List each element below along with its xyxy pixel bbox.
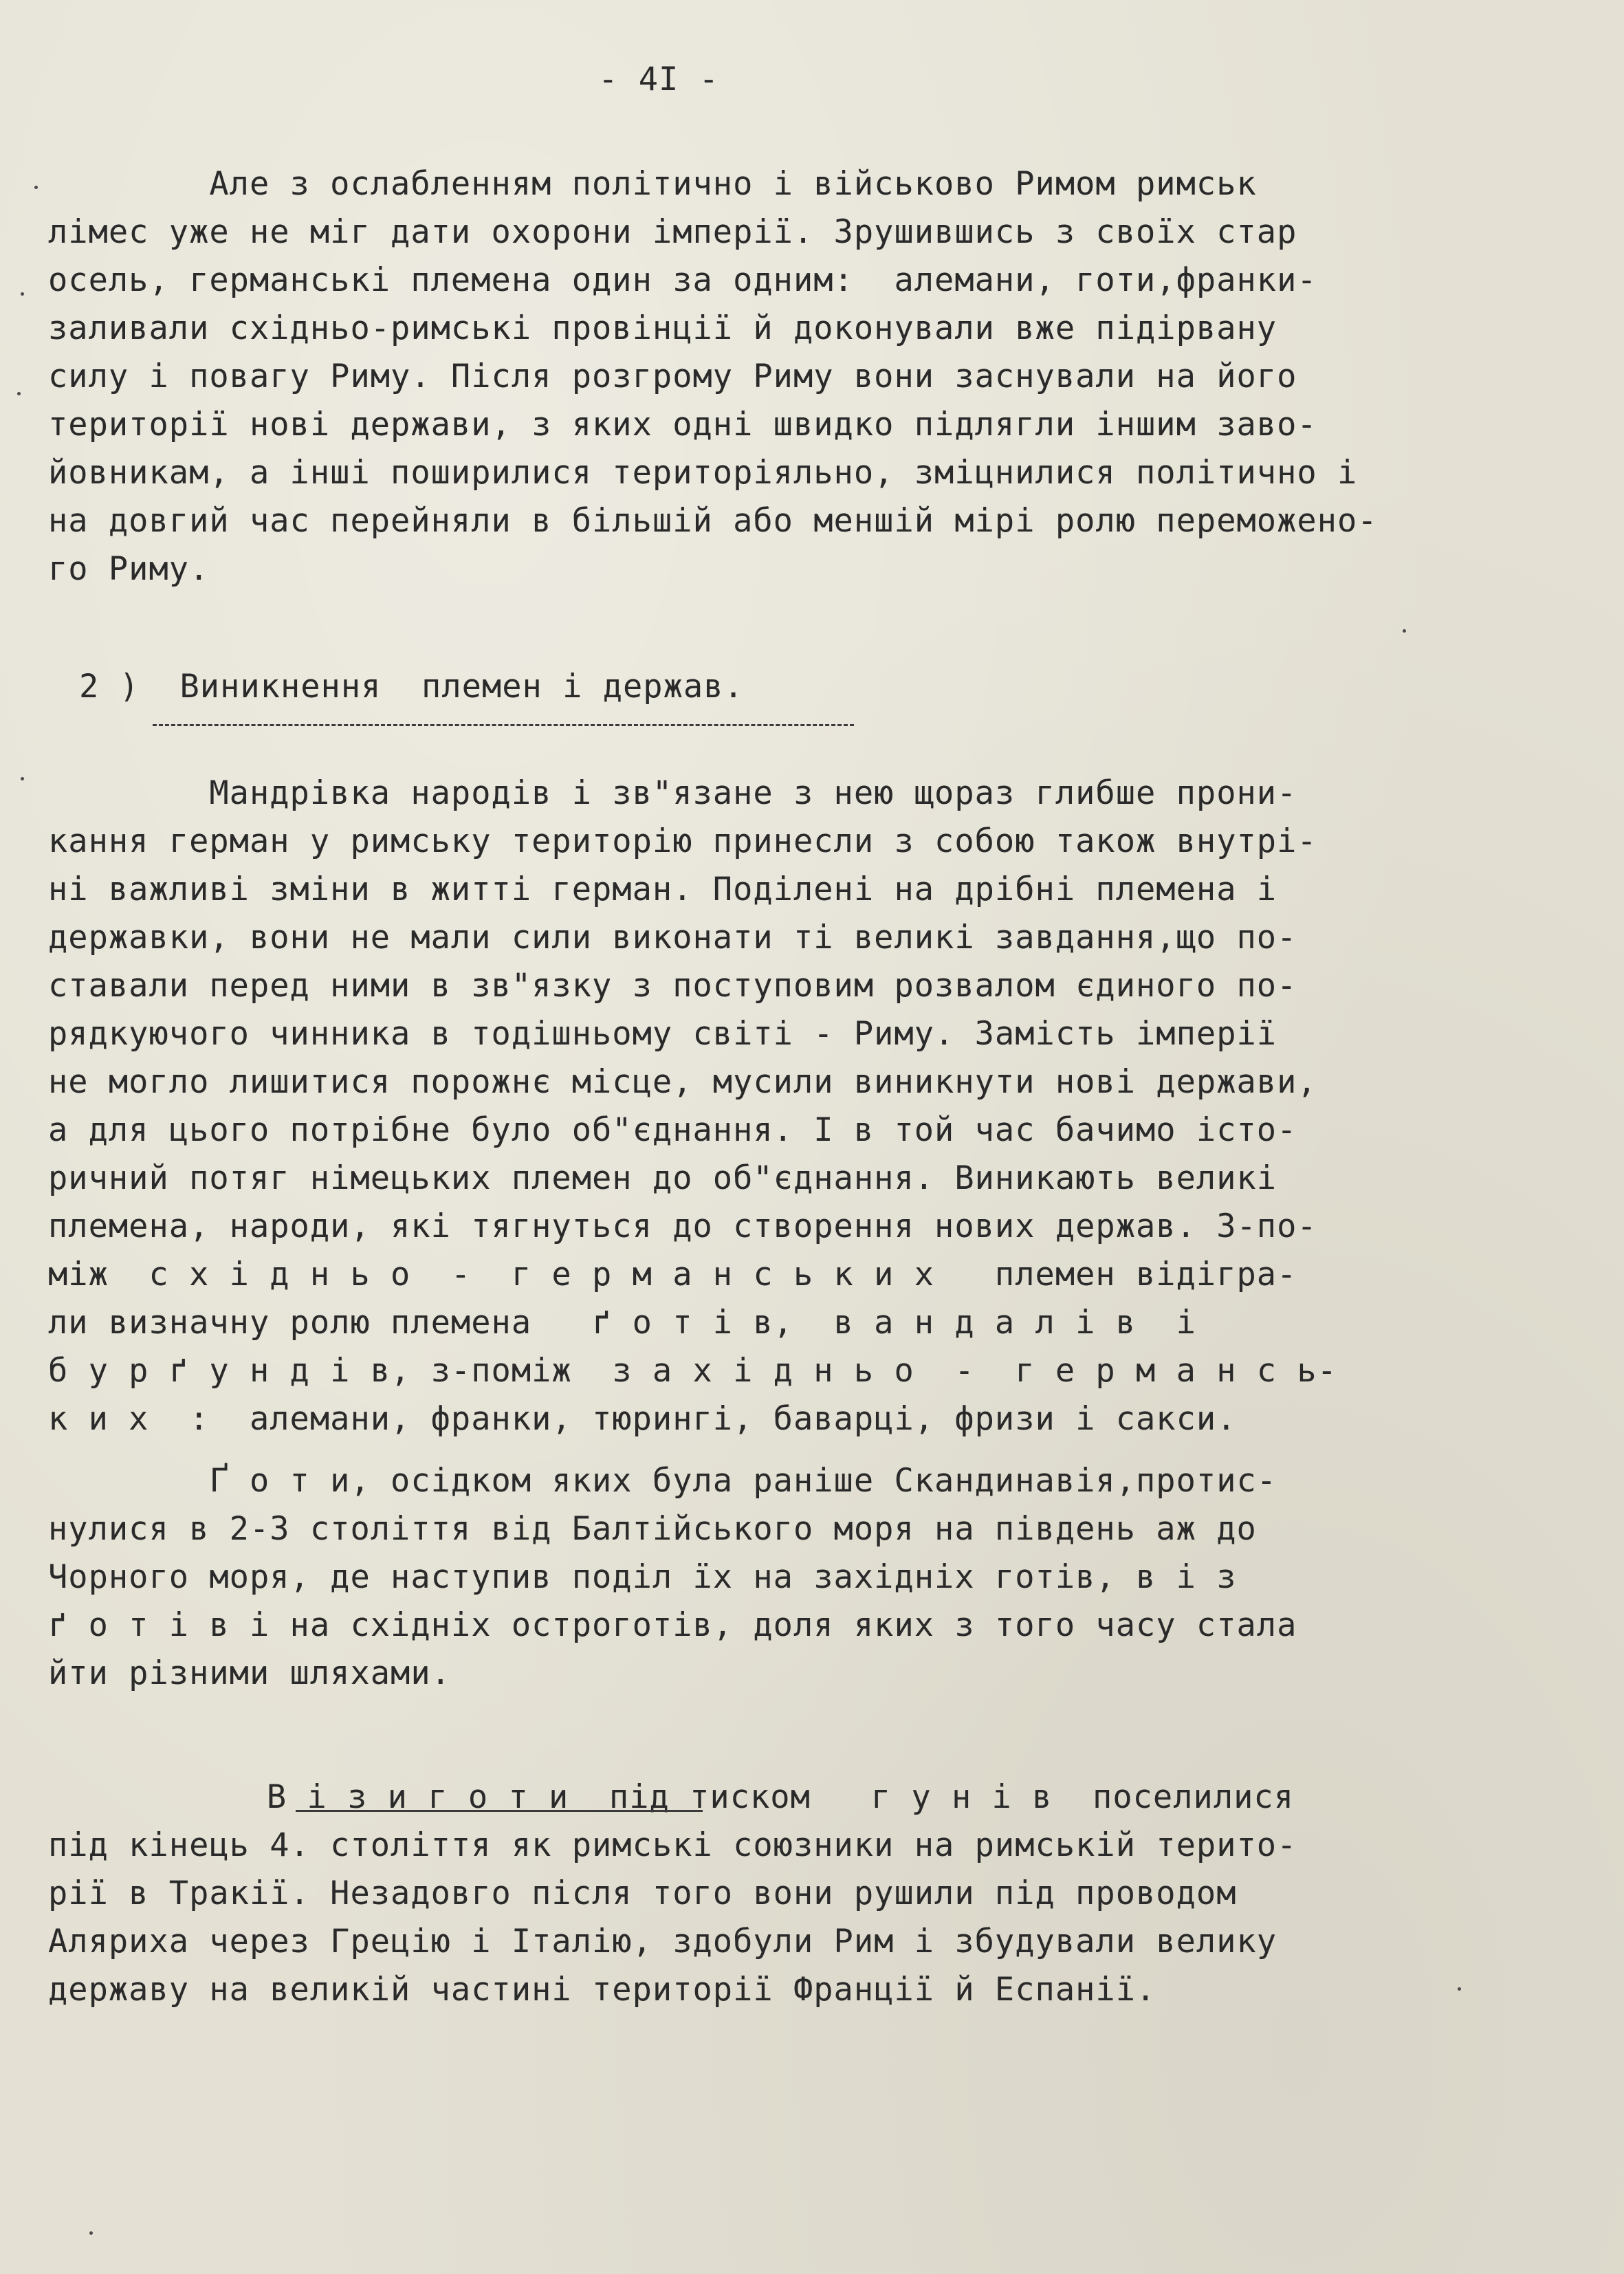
text-line: ставали перед ними в зв"язку з поступовим розвалом єдиного по- — [48, 967, 1297, 1005]
text-line: території нові держави, з яких одні швидко підлягли іншим заво- — [48, 406, 1317, 444]
text-line: ли визначну ролю племена ґ о т і в, в а н д а л і в і — [48, 1304, 1196, 1342]
section-heading: 2 ) Виникнення племен і держав. — [79, 668, 744, 706]
text-line: не могло лишитися порожнє місце, мусили виникнути нові держави, — [48, 1063, 1317, 1101]
text-line: кання герман у римську територію принесли з собою також внутрі- — [48, 822, 1317, 860]
visigoths-underline — [296, 1810, 703, 1812]
text-line: державки, вони не мали сили виконати ті великі завдання,що по- — [48, 919, 1297, 956]
text-line: державу на великій частині території Франції й Еспанії. — [48, 1971, 1156, 2009]
text-line: ґ о т і в і на східніх остроготів, доля яких з того часу стала — [48, 1606, 1297, 1644]
scan-speck — [21, 777, 24, 780]
text-line: силу і повагу Риму. Після розгрому Риму вони заснували на його — [48, 358, 1297, 395]
text-line: а для цього потрібне було об"єднання. І в той час бачимо істо- — [48, 1111, 1297, 1149]
text-line: лімес уже не міг дати охорони імперії. Зрушившись з своїх стар — [48, 213, 1297, 251]
text-line: між с х і д н ь о - г е р м а н с ь к и х племен відігра- — [48, 1256, 1297, 1293]
scan-speck — [17, 392, 21, 395]
text-line: В і з и г о т и під тиском г у н і в поселилися — [206, 1778, 1295, 1816]
scan-speck — [1458, 1987, 1461, 1991]
text-line: Але з ослабленням політично і військово Римом римськ — [48, 165, 1257, 203]
text-line: нулися в 2-3 століття від Балтійського моря на південь аж до — [48, 1510, 1257, 1548]
scan-speck — [89, 2231, 93, 2235]
scan-speck — [1403, 629, 1406, 633]
text-line: йовникам, а інші поширилися територіяльно, зміцнилися політично і — [48, 454, 1358, 492]
text-line: на довгий час перейняли в більшій або меншій мірі ролю переможено- — [48, 502, 1378, 540]
text-line: ричний потяг німецьких племен до об"єднання. Виникають великі — [48, 1159, 1277, 1197]
heading-underline — [153, 724, 854, 726]
text-line: рядкуючого чинника в тодішньому світі - Риму. Замість імперії — [48, 1015, 1277, 1053]
text-line: Чорного моря, де наступив поділ їх на західніх готів, в і з — [48, 1558, 1237, 1596]
text-line: б у р ґ у н д і в, з-поміж з а х і д н ь о - г е р м а н с ь- — [48, 1352, 1337, 1390]
text-line: племена, народи, які тягнуться до створення нових держав. З-по- — [48, 1207, 1317, 1245]
text-line: го Риму. — [48, 550, 210, 588]
text-line: рії в Тракії. Незадовго після того вони рушили під проводом — [48, 1874, 1237, 1912]
text-line: Мандрівка народів і зв"язане з нею щораз глибше прони- — [48, 774, 1297, 812]
text-line: йти різними шляхами. — [48, 1654, 451, 1692]
scan-speck — [21, 292, 24, 296]
text-line: ні важливі зміни в житті герман. Поділені на дрібні племена і — [48, 871, 1277, 908]
scan-speck — [34, 186, 38, 189]
text-line: під кінець 4. століття як римські союзники на римській терито- — [48, 1826, 1297, 1864]
text-line: Ґ о т и, осідком яких була раніше Скандинавія,протис- — [48, 1462, 1277, 1500]
text-line: заливали східньо-римські провінції й доконували вже підірвану — [48, 309, 1277, 347]
text-line: Аляриха через Грецію і Італію, здобули Рим і збудували велику — [48, 1923, 1277, 1960]
text-line: осель, германські племена один за одним: алемани, готи,франки- — [48, 261, 1317, 299]
page-number: - 4I - — [598, 61, 719, 98]
text-line: к и х : алемани, франки, тюрингі, баварці, фризи і сакси. — [48, 1400, 1237, 1438]
